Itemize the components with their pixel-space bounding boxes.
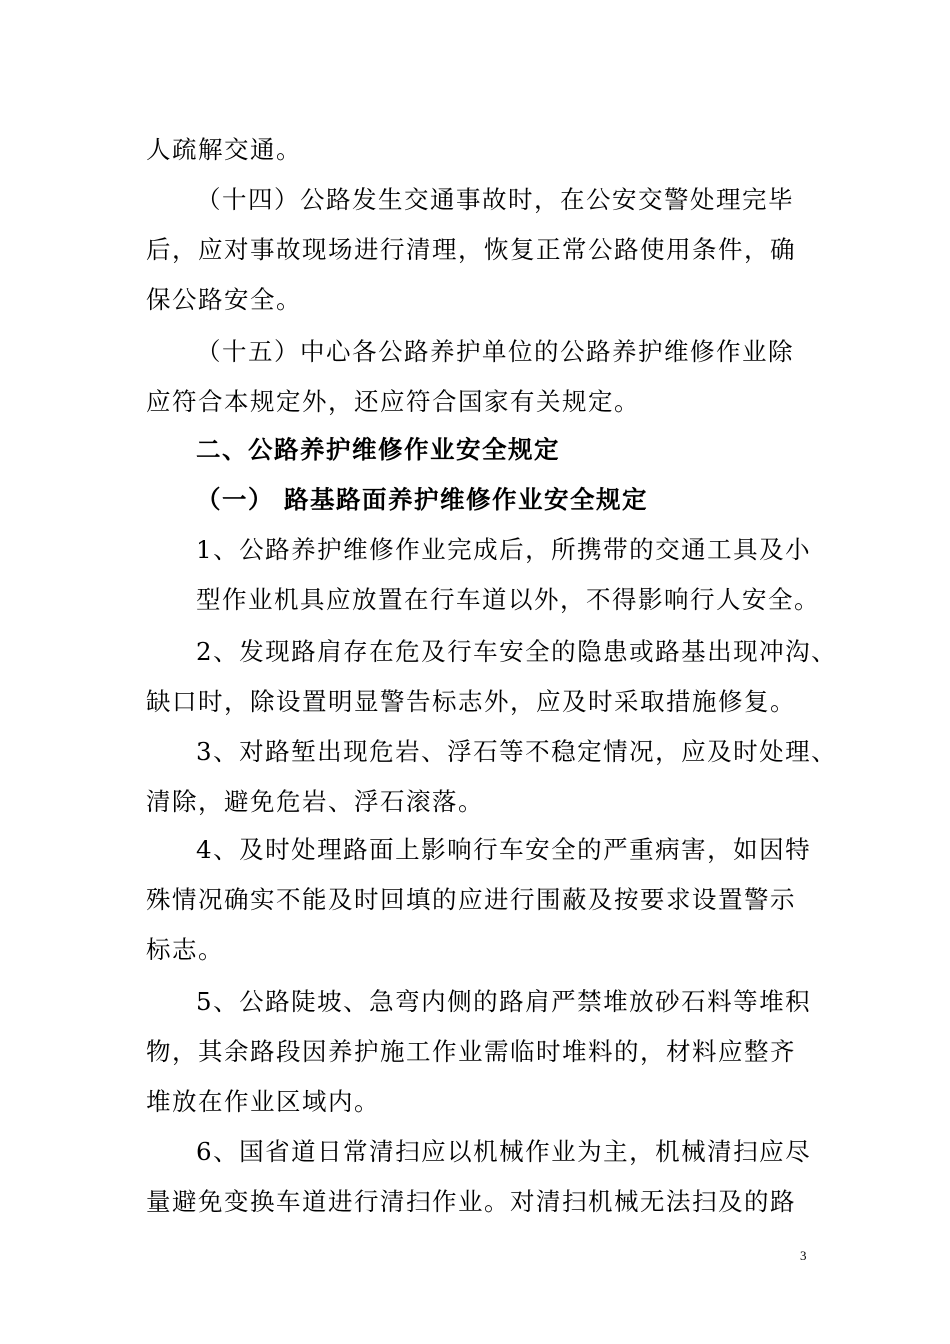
item-5-line-2: 物，其余路段因养护施工作业需临时堆料的，材料应整齐 [146,1037,796,1066]
item-1-line-2: 型作业机具应放置在行车道以外，不得影响行人安全。 [196,585,820,614]
item-5-line-3: 堆放在作业区域内。 [146,1087,380,1116]
item-3-line-1: 3、对路堑出现危岩、浮石等不稳定情况，应及时处理、 [196,737,838,766]
item-4-line-3: 标志。 [146,935,224,964]
paragraph-15-line-1: （十五）中心各公路养护单位的公路养护维修作业除 [196,337,794,366]
item-6-line-2: 量避免变换车道进行清扫作业。对清扫机械无法扫及的路 [146,1187,796,1216]
page-number: 3 [800,1248,807,1263]
body-line: 人疏解交通。 [146,135,302,164]
section-heading: 二、公路养护维修作业安全规定 [196,435,560,464]
paragraph-14-line-3: 保公路安全。 [146,285,302,314]
item-2-line-1: 2、发现路肩存在危及行车安全的隐患或路基出现冲沟、 [196,637,838,666]
paragraph-14-line-1: （十四）公路发生交通事故时，在公安交警处理完毕 [196,185,794,214]
item-2-line-2: 缺口时，除设置明显警告标志外，应及时采取措施修复。 [146,687,796,716]
item-4-line-2: 殊情况确实不能及时回填的应进行围蔽及按要求设置警示 [146,885,796,914]
item-6-line-1: 6、国省道日常清扫应以机械作业为主，机械清扫应尽 [196,1137,812,1166]
paragraph-14-line-2: 后，应对事故现场进行清理，恢复正常公路使用条件，确 [146,235,796,264]
item-3-line-2: 清除，避免危岩、浮石滚落。 [146,787,484,816]
paragraph-15-line-2: 应符合本规定外，还应符合国家有关规定。 [146,387,640,416]
item-1-line-1: 1、公路养护维修作业完成后，所携带的交通工具及小 [196,535,812,564]
item-4-line-1: 4、及时处理路面上影响行车安全的严重病害，如因特 [196,835,812,864]
item-5-line-1: 5、公路陡坡、急弯内侧的路肩严禁堆放砂石料等堆积 [196,987,812,1016]
subsection-heading: （一） 路基路面养护维修作业安全规定 [196,485,649,514]
